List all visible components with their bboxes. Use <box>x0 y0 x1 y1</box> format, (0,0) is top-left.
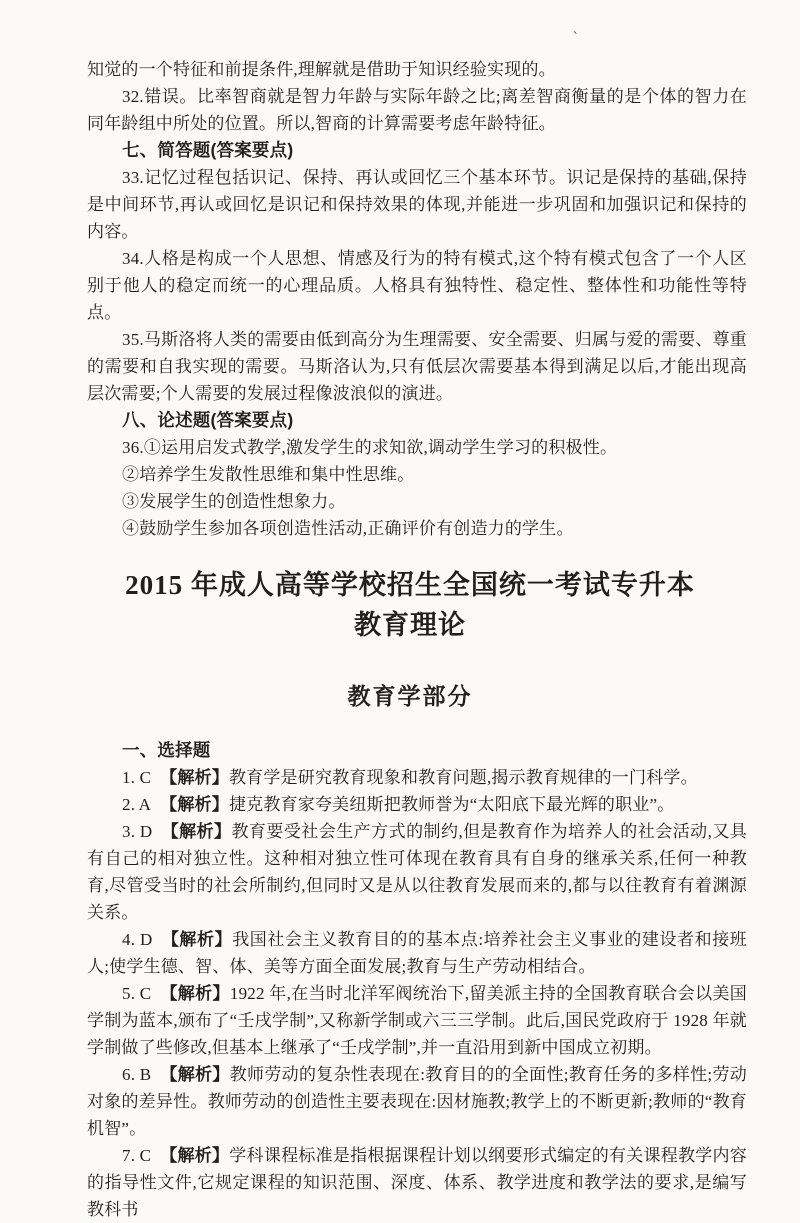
answer-36-point-1: 36.①运用启发式教学,激发学生的求知欲,调动学生学习的积极性。 <box>122 438 618 457</box>
answer-text: 捷克教育家夸美纽斯把教师誉为“太阳底下最光辉的职业”。 <box>228 795 675 814</box>
exam-title-line-2: 教育理论 <box>354 610 466 640</box>
analysis-tag: 【解析】 <box>161 930 233 949</box>
answer-number: 2. A <box>122 795 152 814</box>
answer-number: 6. B <box>122 1065 152 1084</box>
continuation-paragraph: 知觉的一个特征和前提条件,理解就是借助于知识经验实现的。 <box>87 60 556 79</box>
analysis-tag: 【解析】 <box>160 768 229 787</box>
choice-section-heading: 一、选择题 <box>122 740 211 760</box>
answer-35-paragraph: 35.马斯洛将人类的需要由低到高分为生理需要、安全需要、归属与爱的需要、尊重的需要和自我实现的需要。马斯洛认为,只有低层次需要基本得到满足以后,才能出现高层次需要;个人需要的发展过程像波浪似的演进。 <box>87 330 747 403</box>
analysis-tag: 【解析】 <box>160 984 230 1003</box>
answer-item-7 <box>87 1142 747 1223</box>
answer-text: 教育要受社会生产方式的制约,但是教育作为培养人的社会活动,又具有自己的相对独立性。这种相对独立性可体现在教育具有自身的继承关系,任何一种教育,尽管受当时的社会所制约,但同时又是从以往教育发展而来的,都与以往教育有着渊源关系。 <box>87 822 747 922</box>
answer-number: 5. C <box>122 984 152 1003</box>
answer-text: 教育学是研究教育现象和教育问题,揭示教育规律的一门科学。 <box>228 768 698 787</box>
answer-34-paragraph: 34.人格是构成一个人思想、情感及行为的特有模式,这个特有模式包含了一个人区别于他人的稳定而统一的心理品质。人格具有独特性、稳定性、整体性和功能性等特点。 <box>87 249 747 322</box>
answer-number: 1. C <box>122 768 152 787</box>
answer-number: 7. C <box>122 1146 152 1165</box>
answer-item-5 <box>87 980 747 1061</box>
answer-text: 我国社会主义教育目的的基本点:培养社会主义事业的建设者和接班人;使学生德、智、体、美等方面全面发展;教育与生产劳动相结合。 <box>87 930 747 976</box>
analysis-tag: 【解析】 <box>160 1065 230 1084</box>
scan-artifact-mark: ˋ <box>570 29 579 47</box>
subject-section-heading: 教育学部分 <box>347 684 473 709</box>
answer-36-point-4: ④鼓励学生参加各项创造性活动,正确评价有创造力的学生。 <box>122 519 574 538</box>
answer-text: 1922 年,在当时北洋军阀统治下,留美派主持的全国教育联合会以美国学制为蓝本,颁布了“壬戌学制”,又称新学制或六三三学制。此后,国民党政府于 1928 年就学制做了些修改,但基本上继承了“壬戌学制”,并一直沿用到新中国成立初期。 <box>87 984 747 1057</box>
analysis-tag: 【解析】 <box>161 822 232 841</box>
analysis-tag: 【解析】 <box>160 795 229 814</box>
answer-item-1 <box>87 764 747 791</box>
answer-item-4 <box>87 926 747 980</box>
answer-33-paragraph: 33.记忆过程包括识记、保持、再认或回忆三个基本环节。识记是保持的基础,保持是中间环节,再认或回忆是识记和保持效果的体现,并能进一步巩固和加强识记和保持的内容。 <box>87 168 747 241</box>
exam-title-block <box>73 565 747 645</box>
answer-number: 3. D <box>122 822 153 841</box>
answer-item-3 <box>87 818 747 926</box>
answer-number: 4. D <box>122 930 153 949</box>
answer-item-6 <box>87 1061 747 1142</box>
answer-item-2 <box>87 791 747 818</box>
analysis-tag: 【解析】 <box>160 1146 230 1165</box>
exam-title-line-1: 2015 年成人高等学校招生全国统一考试专升本 <box>125 570 695 600</box>
short-answer-section-heading: 七、简答题(答案要点) <box>122 140 294 160</box>
answer-text: 教师劳动的复杂性表现在:教育目的的全面性;教育任务的多样性;劳动对象的差异性。教师劳动的创造性主要表现在:因材施教;教学上的不断更新;教师的“教育机智”。 <box>87 1065 747 1138</box>
answer-36-point-2: ②培养学生发散性思维和集中性思维。 <box>122 465 415 484</box>
answer-32-paragraph: 32.错误。比率智商就是智力年龄与实际年龄之比;离差智商衡量的是个体的智力在同年龄组中所处的位置。所以,智商的计算需要考虑年龄特征。 <box>87 87 747 133</box>
essay-section-heading: 八、论述题(答案要点) <box>122 410 294 430</box>
answer-text: 学科课程标准是指根据课程计划以纲要形式编定的有关课程教学内容的指导性文件,它规定课程的知识范围、深度、体系、教学进度和教学法的要求,是编写教科书 <box>87 1146 747 1219</box>
answer-36-point-3: ③发展学生的创造性想象力。 <box>122 492 346 511</box>
